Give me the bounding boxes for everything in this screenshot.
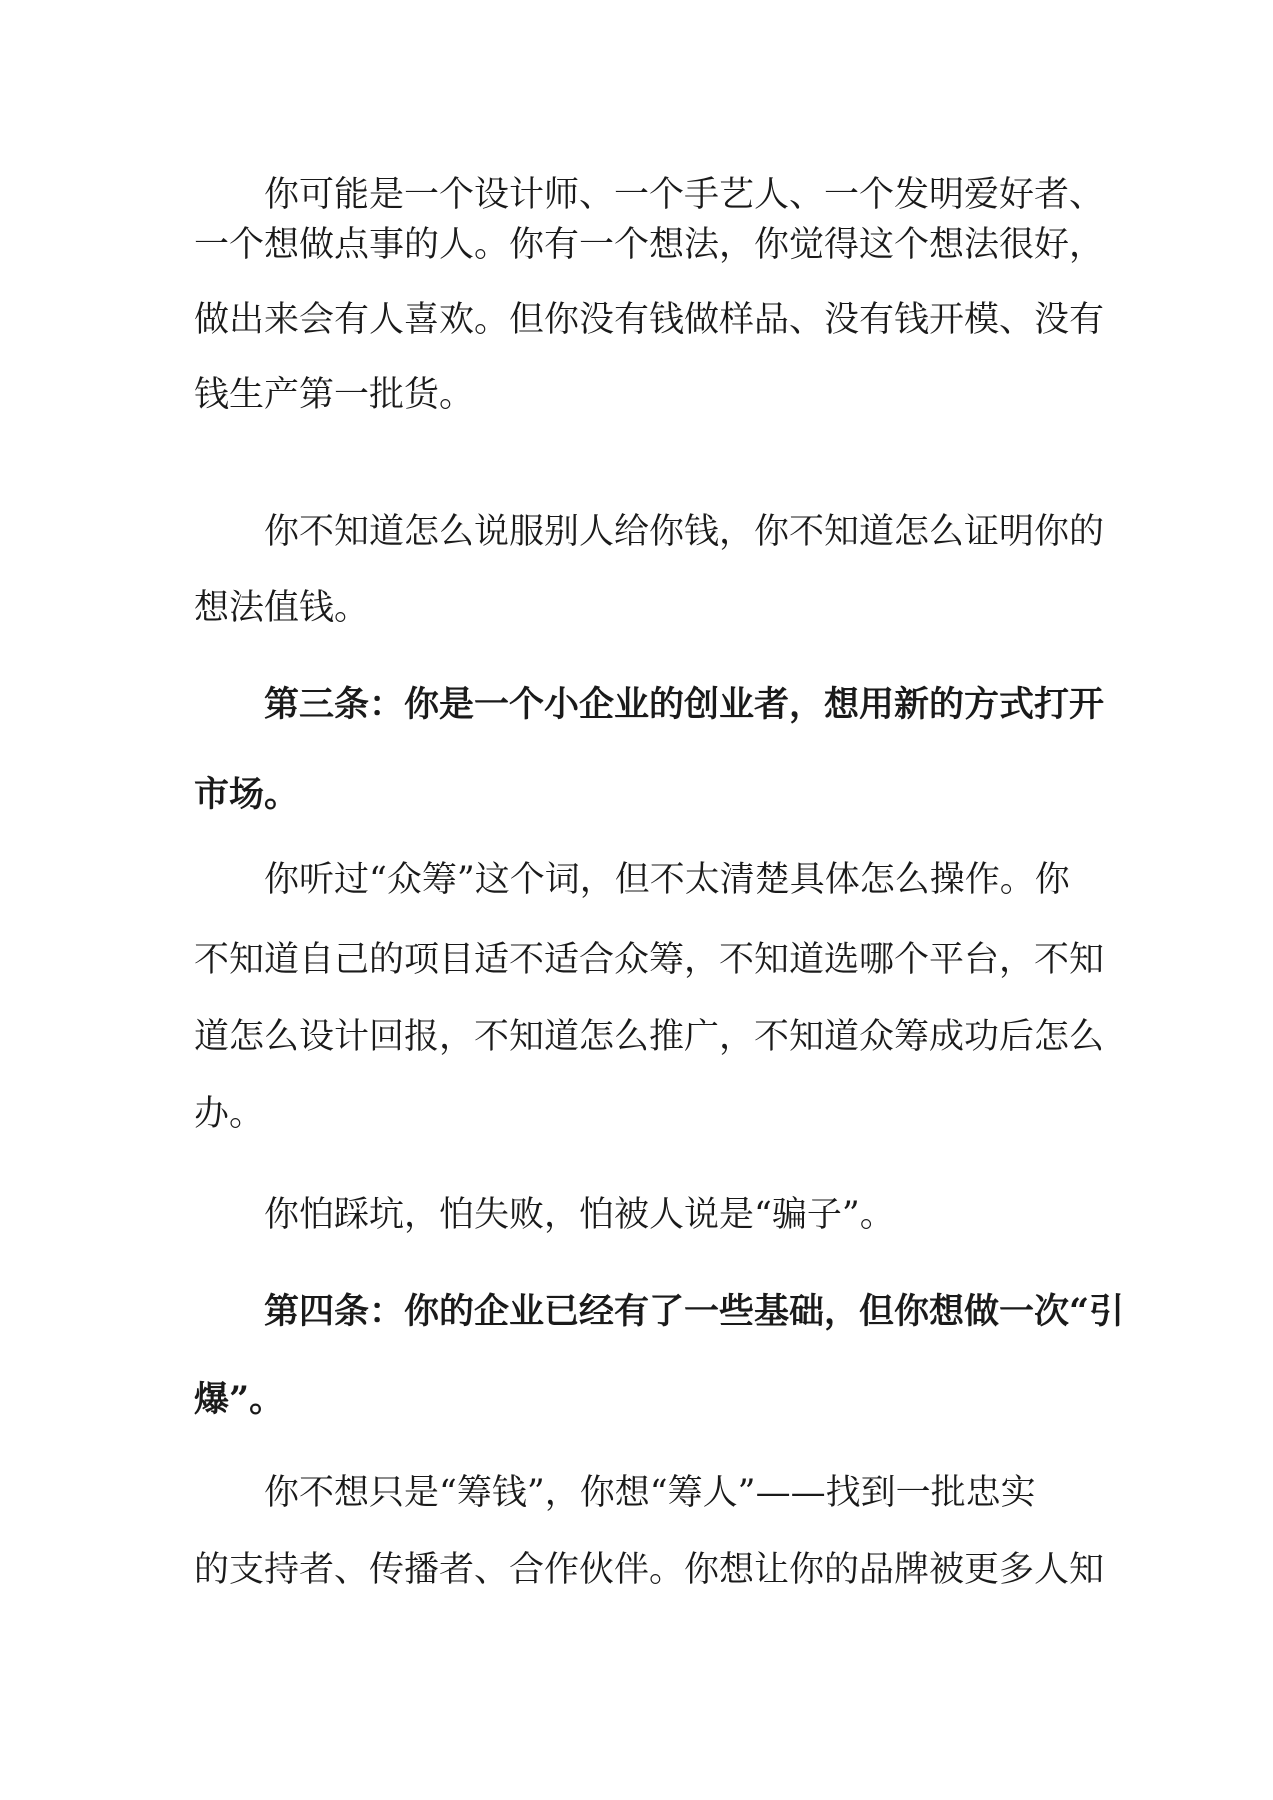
section-heading-line: 爆”。 bbox=[194, 1379, 285, 1420]
section-heading-line: 市场。 bbox=[194, 774, 300, 815]
body-text-line: 你不知道怎么说服别人给你钱，你不知道怎么证明你的 bbox=[264, 512, 1105, 552]
body-text-line: 你可能是一个设计师、一个手艺人、一个发明爱好者、 bbox=[264, 175, 1105, 215]
body-text-line: 不知道自己的项目适不适合众筹，不知道选哪个平台，不知 bbox=[194, 940, 1105, 980]
body-text-line: 道怎么设计回报，不知道怎么推广，不知道众筹成功后怎么 bbox=[194, 1017, 1105, 1057]
body-text-line: 你不想只是“筹钱”，你想“筹人”——找到一批忠实 bbox=[264, 1473, 1036, 1513]
body-text-line: 的支持者、传播者、合作伙伴。你想让你的品牌被更多人知 bbox=[194, 1550, 1105, 1590]
body-text-line: 做出来会有人喜欢。但你没有钱做样品、没有钱开模、没有 bbox=[194, 300, 1105, 340]
body-text-line: 钱生产第一批货。 bbox=[194, 375, 475, 415]
section-heading-line: 第三条：你是一个小企业的创业者，想用新的方式打开 bbox=[264, 684, 1105, 725]
body-text-line: 一个想做点事的人。你有一个想法，你觉得这个想法很好， bbox=[194, 225, 1105, 265]
body-text-line: 想法值钱。 bbox=[194, 588, 370, 628]
section-heading-line: 第四条：你的企业已经有了一些基础，但你想做一次“引 bbox=[264, 1291, 1125, 1332]
body-text-line: 办。 bbox=[194, 1094, 265, 1134]
body-text-line: 你听过“众筹”这个词，但不太清楚具体怎么操作。你 bbox=[264, 860, 1070, 900]
body-text-line: 你怕踩坑，怕失败，怕被人说是“骗子”。 bbox=[264, 1195, 895, 1235]
